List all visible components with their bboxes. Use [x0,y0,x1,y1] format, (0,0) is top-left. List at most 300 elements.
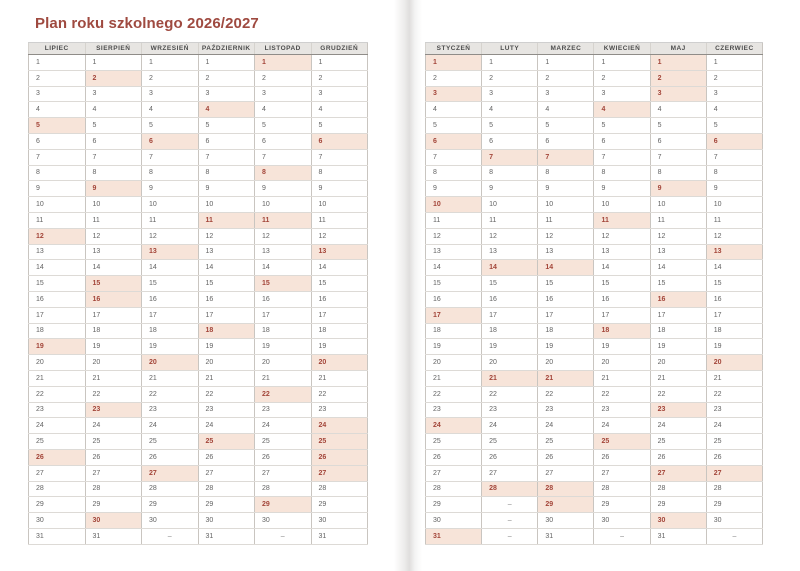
day-cell: 4 [426,102,482,118]
holiday-day-cell: 2 [85,70,142,86]
day-cell: 19 [426,339,482,355]
day-cell: 10 [650,197,706,213]
day-row [426,149,763,165]
day-row [426,307,763,323]
day-cell: 28 [594,481,650,497]
day-cell: 10 [85,197,142,213]
day-cell: 13 [482,244,538,260]
day-cell: 11 [650,212,706,228]
day-row [426,402,763,418]
day-cell: 25 [706,434,762,450]
day-cell: 29 [85,497,142,513]
day-cell: 12 [255,228,312,244]
month-header: LISTOPAD [255,43,312,55]
day-cell: 3 [311,86,368,102]
day-cell: 23 [255,402,312,418]
day-cell: 15 [538,276,594,292]
holiday-day-cell: 15 [85,276,142,292]
month-header: PAŹDZIERNIK [198,43,255,55]
holiday-day-cell: 26 [311,449,368,465]
day-cell: 23 [29,402,86,418]
day-cell: 31 [538,528,594,544]
day-cell: 6 [594,133,650,149]
day-cell: 21 [311,370,368,386]
day-cell: 1 [85,55,142,71]
day-row [29,402,368,418]
day-cell: 10 [198,197,255,213]
holiday-day-cell: 25 [594,434,650,450]
day-cell: 25 [255,434,312,450]
month-header: LUTY [482,43,538,55]
day-cell: 2 [482,70,538,86]
day-cell: 28 [706,481,762,497]
day-row [29,323,368,339]
day-cell: 28 [255,481,312,497]
day-cell: 7 [29,149,86,165]
day-row [29,528,368,544]
day-cell: 20 [594,355,650,371]
day-cell: 16 [426,291,482,307]
day-cell: 23 [198,402,255,418]
day-cell: 18 [85,323,142,339]
day-cell: 4 [482,102,538,118]
day-cell: 24 [482,418,538,434]
day-row [29,434,368,450]
day-cell: 13 [538,244,594,260]
day-cell: 12 [426,228,482,244]
day-cell: 2 [594,70,650,86]
day-cell: 24 [255,418,312,434]
day-row [29,212,368,228]
day-cell: 8 [142,165,199,181]
day-cell: 22 [706,386,762,402]
day-cell: 24 [650,418,706,434]
month-header: MARZEC [538,43,594,55]
day-cell: 14 [85,260,142,276]
holiday-day-cell: 1 [426,55,482,71]
holiday-day-cell: 3 [426,86,482,102]
day-cell: 8 [538,165,594,181]
day-cell: 13 [650,244,706,260]
day-cell: 30 [538,513,594,529]
day-cell: 19 [255,339,312,355]
day-cell: 27 [85,465,142,481]
day-cell: 6 [198,133,255,149]
holiday-day-cell: 1 [650,55,706,71]
day-cell: 12 [198,228,255,244]
day-cell: 28 [198,481,255,497]
day-cell: 27 [482,465,538,481]
empty-day-cell: – [482,528,538,544]
day-cell: 23 [311,402,368,418]
holiday-day-cell: 14 [482,260,538,276]
day-cell: 9 [29,181,86,197]
day-cell: 18 [29,323,86,339]
day-row [29,197,368,213]
day-cell: 3 [198,86,255,102]
day-cell: 1 [594,55,650,71]
holiday-day-cell: 9 [650,181,706,197]
holiday-day-cell: 25 [198,434,255,450]
day-cell: 7 [142,149,199,165]
day-row [426,102,763,118]
day-row [426,260,763,276]
day-cell: 1 [142,55,199,71]
day-cell: 1 [311,55,368,71]
day-cell: 6 [29,133,86,149]
day-cell: 24 [85,418,142,434]
day-row [426,55,763,71]
day-cell: 4 [538,102,594,118]
day-cell: 5 [142,118,199,134]
day-cell: 15 [426,276,482,292]
day-cell: 7 [85,149,142,165]
empty-day-cell: – [142,528,199,544]
day-cell: 21 [650,370,706,386]
day-cell: 25 [650,434,706,450]
day-cell: 29 [594,497,650,513]
day-row [29,481,368,497]
day-cell: 12 [142,228,199,244]
day-cell: 29 [426,497,482,513]
day-cell: 30 [142,513,199,529]
day-cell: 4 [85,102,142,118]
day-cell: 22 [29,386,86,402]
holiday-day-cell: 1 [255,55,312,71]
day-cell: 2 [538,70,594,86]
day-cell: 11 [85,212,142,228]
day-cell: 14 [198,260,255,276]
day-cell: 13 [29,244,86,260]
day-row [426,370,763,386]
day-cell: 27 [198,465,255,481]
day-cell: 10 [538,197,594,213]
day-cell: 3 [85,86,142,102]
day-cell: 22 [650,386,706,402]
day-cell: 8 [85,165,142,181]
day-row [426,465,763,481]
day-cell: 28 [29,481,86,497]
day-cell: 8 [482,165,538,181]
month-header: STYCZEŃ [426,43,482,55]
empty-day-cell: – [594,528,650,544]
day-cell: 22 [482,386,538,402]
day-cell: 9 [538,181,594,197]
day-cell: 2 [142,70,199,86]
day-cell: 19 [706,339,762,355]
holiday-day-cell: 6 [426,133,482,149]
day-cell: 23 [594,402,650,418]
day-cell: 19 [198,339,255,355]
day-cell: 9 [198,181,255,197]
month-header: LIPIEC [29,43,86,55]
day-cell: 9 [594,181,650,197]
day-cell: 10 [255,197,312,213]
holiday-day-cell: 13 [311,244,368,260]
day-cell: 18 [650,323,706,339]
day-cell: 9 [142,181,199,197]
day-cell: 5 [482,118,538,134]
day-cell: 22 [311,386,368,402]
day-row [426,355,763,371]
day-cell: 17 [650,307,706,323]
day-row [29,181,368,197]
holiday-day-cell: 7 [538,149,594,165]
day-row [426,197,763,213]
day-cell: 29 [29,497,86,513]
day-cell: 3 [142,86,199,102]
calendar-right-page [425,42,763,545]
holiday-day-cell: 27 [650,465,706,481]
day-cell: 24 [594,418,650,434]
day-cell: 20 [482,355,538,371]
day-cell: 27 [538,465,594,481]
day-cell: 24 [142,418,199,434]
empty-day-cell: – [706,528,762,544]
day-cell: 4 [29,102,86,118]
month-header: MAJ [650,43,706,55]
day-cell: 5 [706,118,762,134]
day-cell: 11 [311,212,368,228]
day-cell: 15 [482,276,538,292]
day-cell: 27 [29,465,86,481]
month-header: KWIECIEŃ [594,43,650,55]
day-row [426,212,763,228]
day-cell: 24 [198,418,255,434]
day-cell: 25 [482,434,538,450]
day-cell: 29 [142,497,199,513]
holiday-day-cell: 29 [538,497,594,513]
day-cell: 22 [85,386,142,402]
day-cell: 14 [311,260,368,276]
day-cell: 14 [426,260,482,276]
day-cell: 23 [706,402,762,418]
day-cell: 15 [594,276,650,292]
day-cell: 8 [198,165,255,181]
holiday-day-cell: 4 [198,102,255,118]
day-cell: 8 [650,165,706,181]
day-cell: 16 [198,291,255,307]
day-cell: 8 [29,165,86,181]
day-cell: 26 [255,449,312,465]
day-cell: 2 [706,70,762,86]
empty-day-cell: – [482,513,538,529]
day-cell: 19 [650,339,706,355]
day-cell: 25 [426,434,482,450]
day-row [29,55,368,71]
day-row [29,149,368,165]
day-cell: 5 [198,118,255,134]
empty-day-cell: – [255,528,312,544]
calendar-grid-right [425,42,763,545]
day-cell: 17 [311,307,368,323]
day-cell: 11 [706,212,762,228]
month-header: CZERWIEC [706,43,762,55]
day-cell: 5 [255,118,312,134]
day-cell: 26 [594,449,650,465]
day-row [426,497,763,513]
holiday-day-cell: 8 [255,165,312,181]
day-cell: 3 [482,86,538,102]
holiday-day-cell: 11 [594,212,650,228]
day-row [29,102,368,118]
day-cell: 10 [29,197,86,213]
day-cell: 15 [311,276,368,292]
day-row [29,355,368,371]
day-row [29,276,368,292]
day-row [29,418,368,434]
day-cell: 4 [650,102,706,118]
day-row [29,370,368,386]
day-cell: 10 [482,197,538,213]
day-row [29,465,368,481]
day-cell: 7 [706,149,762,165]
day-row [426,481,763,497]
day-cell: 2 [311,70,368,86]
holiday-day-cell: 13 [706,244,762,260]
day-cell: 4 [706,102,762,118]
holiday-day-cell: 4 [594,102,650,118]
day-cell: 8 [706,165,762,181]
day-cell: 16 [29,291,86,307]
day-cell: 12 [311,228,368,244]
day-cell: 7 [650,149,706,165]
day-cell: 30 [29,513,86,529]
day-cell: 11 [29,212,86,228]
day-row [426,386,763,402]
day-cell: 7 [255,149,312,165]
holiday-day-cell: 11 [198,212,255,228]
day-cell: 11 [482,212,538,228]
day-row [426,276,763,292]
day-cell: 14 [650,260,706,276]
day-row [29,70,368,86]
month-header: WRZESIEŃ [142,43,199,55]
day-cell: 5 [538,118,594,134]
day-cell: 10 [311,197,368,213]
holiday-day-cell: 20 [142,355,199,371]
day-cell: 17 [29,307,86,323]
holiday-day-cell: 25 [311,434,368,450]
day-cell: 13 [198,244,255,260]
holiday-day-cell: 16 [85,291,142,307]
day-row [29,118,368,134]
holiday-day-cell: 29 [255,497,312,513]
month-header: GRUDZIEŃ [311,43,368,55]
day-row [29,339,368,355]
day-cell: 15 [29,276,86,292]
day-cell: 3 [29,86,86,102]
holiday-day-cell: 10 [426,197,482,213]
day-cell: 2 [426,70,482,86]
day-cell: 14 [255,260,312,276]
day-cell: 6 [85,133,142,149]
holiday-day-cell: 30 [85,513,142,529]
day-cell: 22 [538,386,594,402]
holiday-day-cell: 27 [706,465,762,481]
holiday-day-cell: 27 [142,465,199,481]
day-cell: 17 [538,307,594,323]
day-cell: 9 [482,181,538,197]
day-cell: 24 [29,418,86,434]
day-cell: 14 [29,260,86,276]
day-cell: 21 [706,370,762,386]
book-spine-shadow [394,0,422,571]
day-cell: 13 [426,244,482,260]
day-cell: 6 [538,133,594,149]
day-cell: 7 [311,149,368,165]
day-cell: 20 [255,355,312,371]
day-cell: 18 [311,323,368,339]
day-cell: 28 [85,481,142,497]
day-cell: 3 [538,86,594,102]
day-cell: 26 [706,449,762,465]
day-cell: 4 [311,102,368,118]
day-cell: 6 [482,133,538,149]
holiday-day-cell: 9 [85,181,142,197]
holiday-day-cell: 27 [311,465,368,481]
holiday-day-cell: 2 [650,70,706,86]
day-cell: 8 [594,165,650,181]
day-row [426,291,763,307]
holiday-day-cell: 21 [538,370,594,386]
day-cell: 2 [198,70,255,86]
holiday-day-cell: 3 [650,86,706,102]
day-row [426,244,763,260]
day-cell: 11 [538,212,594,228]
day-cell: 31 [85,528,142,544]
holiday-day-cell: 6 [142,133,199,149]
day-row [29,449,368,465]
holiday-day-cell: 23 [85,402,142,418]
day-cell: 24 [706,418,762,434]
empty-day-cell: – [482,497,538,513]
day-row [29,86,368,102]
holiday-day-cell: 20 [706,355,762,371]
day-cell: 21 [142,370,199,386]
day-cell: 30 [594,513,650,529]
day-cell: 1 [482,55,538,71]
day-cell: 31 [311,528,368,544]
day-cell: 25 [142,434,199,450]
day-cell: 26 [482,449,538,465]
day-row [29,228,368,244]
day-cell: 14 [706,260,762,276]
day-cell: 30 [255,513,312,529]
holiday-day-cell: 24 [426,418,482,434]
day-cell: 16 [482,291,538,307]
day-cell: 16 [594,291,650,307]
day-cell: 11 [142,212,199,228]
holiday-day-cell: 21 [482,370,538,386]
day-row [426,513,763,529]
day-cell: 29 [311,497,368,513]
day-cell: 20 [85,355,142,371]
day-cell: 19 [594,339,650,355]
day-cell: 22 [426,386,482,402]
day-cell: 20 [650,355,706,371]
day-cell: 27 [255,465,312,481]
day-cell: 29 [706,497,762,513]
holiday-day-cell: 19 [29,339,86,355]
holiday-day-cell: 18 [198,323,255,339]
day-cell: 1 [29,55,86,71]
day-cell: 31 [29,528,86,544]
day-row [426,323,763,339]
day-cell: 17 [594,307,650,323]
day-cell: 13 [594,244,650,260]
day-cell: 23 [142,402,199,418]
